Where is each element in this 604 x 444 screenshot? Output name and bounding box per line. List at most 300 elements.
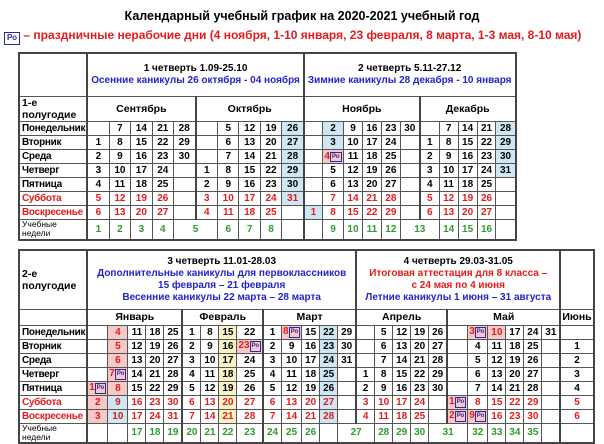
day-cell: 1 [196,163,218,177]
week-number-cell: 20 [182,423,201,443]
day-cell: 10 [344,135,363,149]
day-cell: 30 [282,177,304,191]
day-cell: 19 [260,121,281,135]
week-number-cell: 35 [524,423,542,443]
day-cell: 10 [108,409,128,423]
day-cell: 1 [182,325,201,339]
quarter-note: Осенние каникулы 26 октября - 04 ноября [91,74,300,86]
quarter-note: Летние каникулы 1 июня – 31 августа [365,291,552,303]
week-number-cell: 9 [322,219,343,239]
day-cell: 9 [344,121,363,135]
day-row-label: Понедельник [19,325,87,339]
day-cell: 19 [302,381,320,395]
half-year-label-cell: 2-е полугодие [19,250,87,310]
day-cell: 8 [109,135,130,149]
day-cell: 4 [468,339,488,353]
day-cell: 23 [381,121,400,135]
day-cell: 2 [182,339,201,353]
day-cell: 24 [477,163,496,177]
week-number-cell: 2 [109,219,130,239]
day-cell: 1 [263,325,282,339]
day-cell: 14 [128,367,146,381]
day-cell: 28 [381,191,400,205]
day-cell: 16 [131,149,152,163]
day-cell: 30 [173,149,195,163]
day-cell: 24 [152,163,173,177]
day-cell: 9 [201,339,219,353]
day-cell [356,339,375,353]
day-cell: 3 [196,191,218,205]
day-cell: 14 [458,121,477,135]
page-title: Календарный учебный график на 2020-2021 учебный год [124,9,480,23]
day-cell: 10 [439,163,458,177]
day-cell: 16 [458,149,477,163]
day-cell: 19 [506,353,524,367]
day-cell: 4 [87,177,109,191]
day-cell: 4 [263,367,282,381]
day-cell: 31 [164,409,183,423]
day-cell: 22 [152,135,173,149]
day-cell [87,353,108,367]
day-cell: 21 [302,409,320,423]
day-cell: 31 [496,163,516,177]
day-cell [400,163,419,177]
day-cell: 10 [109,163,130,177]
day-cell: 2 [87,395,108,409]
day-cell: 9 [109,149,130,163]
day-cell: 22 [146,381,164,395]
day-cell: 23 Ро [237,339,263,353]
day-cell: 5 [87,191,109,205]
day-cell: 15 [219,325,237,339]
day-cell: 29 [338,325,357,339]
day-cell: 23 [260,177,281,191]
week-number-cell [87,423,108,443]
day-cell: 12 [393,325,411,339]
day-cell: 29 [381,205,400,219]
day-cell: 20 [146,353,164,367]
day-cell: 3 [420,163,439,177]
day-row-label: Воскресенье [19,409,87,423]
day-cell: 2 [87,149,109,163]
day-cell: 16 [128,395,146,409]
day-cell: 8 Ро [282,325,302,339]
day-cell: 25 [381,149,400,163]
day-cell: 3 [182,353,201,367]
day-cell: 18 [506,339,524,353]
day-cell: 1 Ро [447,395,468,409]
day-cell [338,395,357,409]
day-row-label: Четверг [19,367,87,381]
day-cell: 21 [260,149,281,163]
day-cell: 8 [201,325,219,339]
day-cell: 12 [488,353,506,367]
day-cell [560,325,593,339]
quarter-header-cell [560,250,593,310]
day-cell: 18 [239,205,260,219]
day-cell: 12 [201,381,219,395]
day-cell [542,339,561,353]
day-cell [447,367,468,381]
day-cell: 4 [420,177,439,191]
day-cell: 10 [488,325,506,339]
week-number-cell: 32 [468,423,488,443]
day-cell: 20 [219,395,237,409]
day-cell [400,135,419,149]
day-cell: 11 [218,205,239,219]
day-cell: 5 [263,381,282,395]
day-cell [420,121,439,135]
day-cell: 25 [320,367,338,381]
week-number-cell: 18 [146,423,164,443]
day-cell: 12 [282,381,302,395]
day-cell: 11 [109,177,130,191]
day-cell: 28 [282,149,304,163]
day-cell: 16 [393,381,411,395]
week-number-cell: 23 [237,423,263,443]
week-number-cell [282,219,304,239]
day-cell: 15 [458,135,477,149]
day-cell: 13 [488,367,506,381]
day-cell: 27 [164,353,183,367]
day-cell: 4 [108,325,128,339]
day-cell [542,395,561,409]
day-cell: 1 [560,339,593,353]
day-cell: 20 [260,135,281,149]
holiday-marker-icon: Ро [455,397,467,408]
day-cell: 7 [322,191,343,205]
week-number-cell: 3 [131,219,152,239]
month-header-cell: Декабрь [420,96,516,121]
holiday-marker-icon: Ро [250,341,262,352]
day-cell [400,205,419,219]
day-cell: 3 [322,135,343,149]
day-cell: 24 [146,409,164,423]
day-cell: 8 [439,135,458,149]
day-cell: 29 [164,381,183,395]
day-cell: 5 [468,353,488,367]
day-cell: 19 [219,381,237,395]
day-cell: 10 [218,191,239,205]
day-cell: 6 [420,205,439,219]
day-row-label: Суббота [19,395,87,409]
day-cell: 23 [477,149,496,163]
day-cell: 22 [362,205,381,219]
day-cell: 14 [393,353,411,367]
holiday-marker-icon: Ро [4,32,20,45]
day-cell: 11 [488,339,506,353]
day-cell: 15 [239,163,260,177]
weeks-row-label: Учебные недели [19,423,87,443]
month-header-cell: Март [263,309,356,325]
day-cell: 27 [237,395,263,409]
day-cell: 28 [496,121,516,135]
week-number-cell: 1 [87,219,109,239]
day-cell: 13 [282,395,302,409]
day-cell: 18 [362,149,381,163]
day-cell: 2 [322,121,343,135]
week-number-cell [496,219,516,239]
day-cell: 28 [524,381,542,395]
day-cell: 7 [109,121,130,135]
day-cell: 19 [131,191,152,205]
day-cell: 31 [282,191,304,205]
day-cell [338,367,357,381]
day-cell: 15 [131,135,152,149]
day-cell: 16 [362,121,381,135]
day-cell [196,135,218,149]
day-cell: 11 [201,367,219,381]
day-cell: 3 [263,353,282,367]
month-header-cell: Сентябрь [87,96,195,121]
week-number-cell: 29 [393,423,411,443]
day-cell: 9 [218,177,239,191]
day-cell: 26 [282,121,304,135]
day-cell: 23 [320,339,338,353]
day-row-label: Понедельник [19,121,87,135]
day-cell: 25 [477,177,496,191]
day-cell: 15 [393,367,411,381]
day-cell: 6 [560,409,593,423]
day-cell [87,339,108,353]
week-number-cell: 27 [338,423,375,443]
day-cell [400,149,419,163]
day-cell: 6 [182,395,201,409]
day-cell: 1 [420,135,439,149]
day-cell: 3 [87,409,108,423]
day-cell [447,353,468,367]
day-cell: 29 [429,367,448,381]
week-number-cell: 11 [362,219,381,239]
day-cell: 27 [381,177,400,191]
day-cell [400,191,419,205]
day-cell: 17 [506,325,524,339]
day-cell: 20 [411,339,429,353]
day-cell: 30 [164,395,183,409]
day-cell [429,395,448,409]
day-cell: 15 [344,205,363,219]
holiday-marker-icon: Ро [289,327,301,338]
day-cell: 18 [219,367,237,381]
week-number-cell: 33 [488,423,506,443]
day-cell [173,163,195,177]
day-cell: 28 [320,409,338,423]
week-number-cell: 8 [260,219,281,239]
day-cell: 15 [488,395,506,409]
day-cell [196,121,218,135]
week-number-cell: 15 [458,219,477,239]
half-year-label-cell: 1-е полугодие [19,96,87,121]
day-cell: 9 [375,381,393,395]
day-cell [282,205,304,219]
quarter-title: 2 четверть 5.11-27.12 [358,62,462,74]
quarter-header-cell [304,53,516,97]
day-cell: 18 [393,409,411,423]
day-cell: 23 [506,409,524,423]
day-cell: 17 [239,191,260,205]
day-cell [87,325,108,339]
day-cell: 12 [239,121,260,135]
day-cell: 5 [375,325,393,339]
day-row-label: Воскресенье [19,205,87,219]
day-cell [304,135,323,149]
day-cell [304,177,323,191]
day-cell: 17 [219,353,237,367]
month-header-cell: Май [447,309,560,325]
day-cell: 19 [146,339,164,353]
day-cell: 25 [237,367,263,381]
day-cell: 10 [375,395,393,409]
week-number-cell: 19 [164,423,183,443]
day-cell: 4 [182,367,201,381]
day-cell: 29 [524,395,542,409]
day-cell: 31 [542,325,561,339]
day-cell [496,191,516,205]
day-cell: 5 [420,191,439,205]
week-number-cell: 6 [218,219,239,239]
day-cell: 1 [356,367,375,381]
week-number-cell [560,423,593,443]
day-cell: 18 [458,177,477,191]
day-cell: 15 [128,381,146,395]
day-cell: 21 [146,367,164,381]
day-cell: 7 [218,149,239,163]
month-header-cell: Апрель [356,309,447,325]
day-cell: 5 [560,395,593,409]
day-cell: 18 [302,367,320,381]
quarter-note: с 24 мая по 4 июня [411,279,505,291]
day-cell: 7 [439,121,458,135]
quarter-title: 4 четверть 29.03-31.05 [403,255,513,267]
day-cell: 17 [128,409,146,423]
week-number-cell: 12 [381,219,400,239]
day-cell: 25 [164,325,183,339]
day-cell [196,149,218,163]
day-cell: 23 [411,381,429,395]
weeks-row-label: Учебные недели [19,219,87,239]
month-header-cell: Январь [87,309,182,325]
day-cell: 9 [439,149,458,163]
day-cell [447,339,468,353]
day-cell: 30 [496,149,516,163]
day-cell: 29 [173,135,195,149]
day-cell: 8 [322,205,343,219]
day-cell: 30 [429,381,448,395]
quarter-title: 3 четверть 11.01-28.03 [167,255,277,267]
day-cell: 22 [237,325,263,339]
day-cell: 7 [468,381,488,395]
day-cell: 24 [320,353,338,367]
week-number-cell: 16 [477,219,496,239]
day-cell: 28 [429,353,448,367]
day-row-label: Пятница [19,177,87,191]
day-cell: 6 [468,367,488,381]
day-cell: 26 [237,381,263,395]
day-cell: 21 [219,409,237,423]
week-number-cell: 28 [375,423,393,443]
day-cell: 1 [87,135,109,149]
day-cell: 3 [356,395,375,409]
day-cell: 25 [152,177,173,191]
day-cell: 27 [152,205,173,219]
day-cell: 2 [560,353,593,367]
day-cell: 30 [524,409,542,423]
day-cell [542,409,561,423]
day-cell: 16 [239,177,260,191]
day-cell: 4 [356,409,375,423]
holiday-marker-icon: Ро [95,383,107,394]
day-cell: 22 [260,163,281,177]
half-year-label-cell [19,53,87,97]
day-cell: 21 [362,191,381,205]
day-cell: 5 [182,381,201,395]
day-cell [173,191,195,205]
quarter-title: 1 четверть 1.09-25.10 [143,62,248,74]
day-cell: 16 [302,339,320,353]
day-cell: 13 [128,353,146,367]
day-cell: 7 [263,409,282,423]
day-row-label: Вторник [19,339,87,353]
day-cell: 20 [506,367,524,381]
day-cell: 11 [282,367,302,381]
day-cell [356,325,375,339]
day-cell [87,367,108,381]
first-half-year-table [18,52,517,241]
week-number-cell: 13 [400,219,439,239]
holiday-marker-icon: Ро [475,411,487,422]
day-cell: 20 [458,205,477,219]
day-cell: 12 [344,163,363,177]
day-cell: 26 [164,339,183,353]
day-cell: 29 [496,135,516,149]
day-cell: 9 [282,339,302,353]
day-cell: 27 [320,395,338,409]
day-cell: 3 [560,367,593,381]
day-cell: 15 [302,325,320,339]
day-cell: 24 [524,325,542,339]
day-cell: 7 Ро [108,367,128,381]
half-year-label-cell [19,309,87,325]
day-cell [338,381,357,395]
day-cell: 25 [411,409,429,423]
day-cell: 24 [411,395,429,409]
day-cell: 8 [468,395,488,409]
day-cell: 9 Ро [468,409,488,423]
week-number-cell [304,219,323,239]
day-cell: 12 [439,191,458,205]
week-number-cell: 30 [411,423,429,443]
day-cell: 11 [375,409,393,423]
day-cell: 27 [282,135,304,149]
quarter-header-cell [87,250,356,310]
quarter-note: Зимние каникулы 28 декабря - 10 января [307,74,512,86]
day-cell: 14 [201,409,219,423]
day-cell [496,205,516,219]
day-cell: 21 [506,381,524,395]
day-cell: 13 [201,395,219,409]
quarter-header-cell [356,250,560,310]
day-cell: 24 [237,353,263,367]
day-cell: 11 [344,149,363,163]
week-number-cell: 21 [201,423,219,443]
day-cell: 30 [400,121,419,135]
week-number-cell: 4 [152,219,173,239]
day-cell: 9 [108,395,128,409]
week-number-cell: 14 [439,219,458,239]
day-cell: 4 Ро [322,149,343,163]
week-number-cell: 26 [302,423,320,443]
day-cell [356,353,375,367]
